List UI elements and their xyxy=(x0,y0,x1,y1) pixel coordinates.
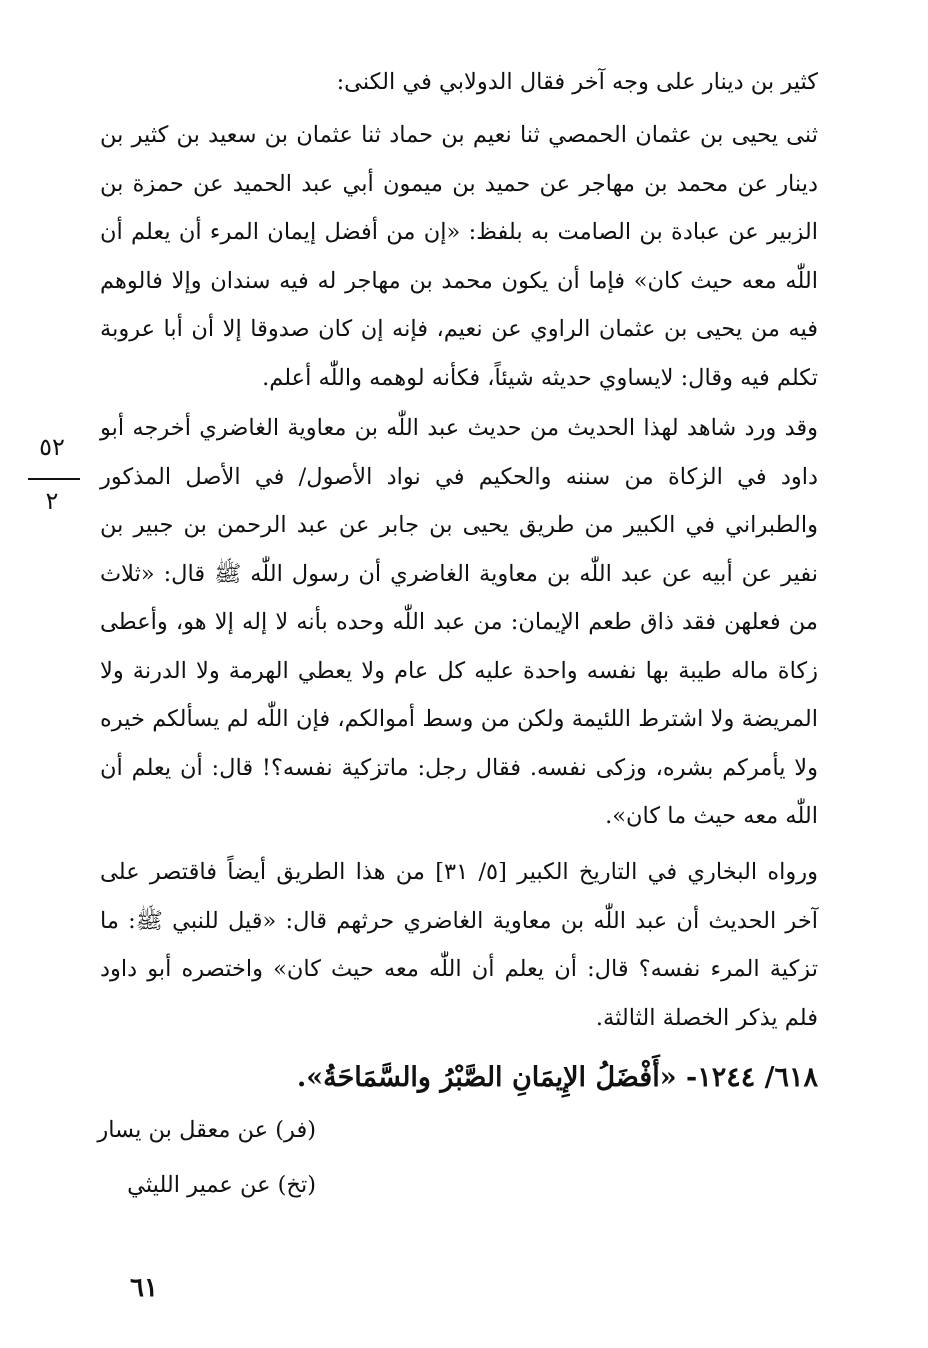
paragraph-bukhari: ورواه البخاري في التاريخ الكبير [٥/ ٣١] من هذا الطريق أيضاً فاقتصر على آخر الحديث أن عبد اللّٰه بن معاوية الغاضري حرثهم قال: «قيل للنبي ﷺ: ما تزكية المرء نفسه؟ قال: أن يعلم أن اللّٰه معه حيث كان» واختصره أبو داود فلم يذكر الخصلة الثالثة. xyxy=(100,859,818,1031)
hadith-heading: ٦١٨/ ١٢٤٤- «أَفْضَلُ الإِيمَانِ الصَّبْرُ والسَّمَاحَةُ». xyxy=(296,1062,818,1093)
source-line: (فر) عن معقل بن يسار xyxy=(97,1117,316,1143)
page-number: ٦١ xyxy=(130,1273,158,1303)
paragraph-intro: كثير بن دينار على وجه آخر فقال الدولابي في الكنى: xyxy=(336,69,818,95)
paragraph-witness-hadith: وقد ورد شاهد لهذا الحديث من حديث عبد اللّٰه بن معاوية الغاضري أخرجه أبو داود في الزكاة من سننه والحكيم في نواد الأصول/ في الأصل المذكور والطبراني في الكبير من طريق يحيى بن جابر عن عبد الرحمن بن جبير بن نفير عن أبيه عن عبد اللّٰه بن معاوية الغاضري أن رسول اللّٰه ﷺ قال: «ثلاث من فعلهن فقد ذاق طعم الإيمان: من عبد اللّٰه وحده بأنه لا إله إلا هو، وأعطى زكاة ماله طيبة بها نفسه واحدة عليه كل عام ولا يعطي الهرمة ولا الدرنة ولا المريضة ولا اشترط اللئيمة ولكن من وسط أموالكم، فإن اللّٰه لم يسألكم خيره ولا يأمركم بشره، وزكى نفسه. فقال رجل: ماتزكية نفسه؟! قال: أن يعلم أن اللّٰه معه حيث ما كان». xyxy=(100,415,818,829)
paragraph-isnad: ثنى يحيى بن عثمان الحمصي ثنا نعيم بن حماد ثنا عثمان بن سعيد بن كثير بن دينار عن محمد بن مهاجر عن حميد بن ميمون أبي عبد الحميد عن حمزة بن الزبير عن عبادة بن الصامت به بلفظ: «إن من أفضل إيمان المرء أن يعلم أن اللّٰه معه حيث كان» فإما أن يكون محمد بن مهاجر له فيه سندان وإلا فالوهم فيه من يحيى بن عثمان الراوي عن نعيم، فإنه إن كان صدوقا إلا أن أبا عروبة تكلم فيه وقال: لايساوي حديثه شيئاً، فكأنه لوهمه واللّٰه أعلم. xyxy=(100,122,818,391)
margin-reference-top: ٥٢ xyxy=(39,433,65,461)
margin-reference-bottom: ٢ xyxy=(45,487,59,515)
margin-reference-divider xyxy=(28,478,80,480)
source-line: (تخ) عن عمير الليثي xyxy=(127,1172,316,1198)
